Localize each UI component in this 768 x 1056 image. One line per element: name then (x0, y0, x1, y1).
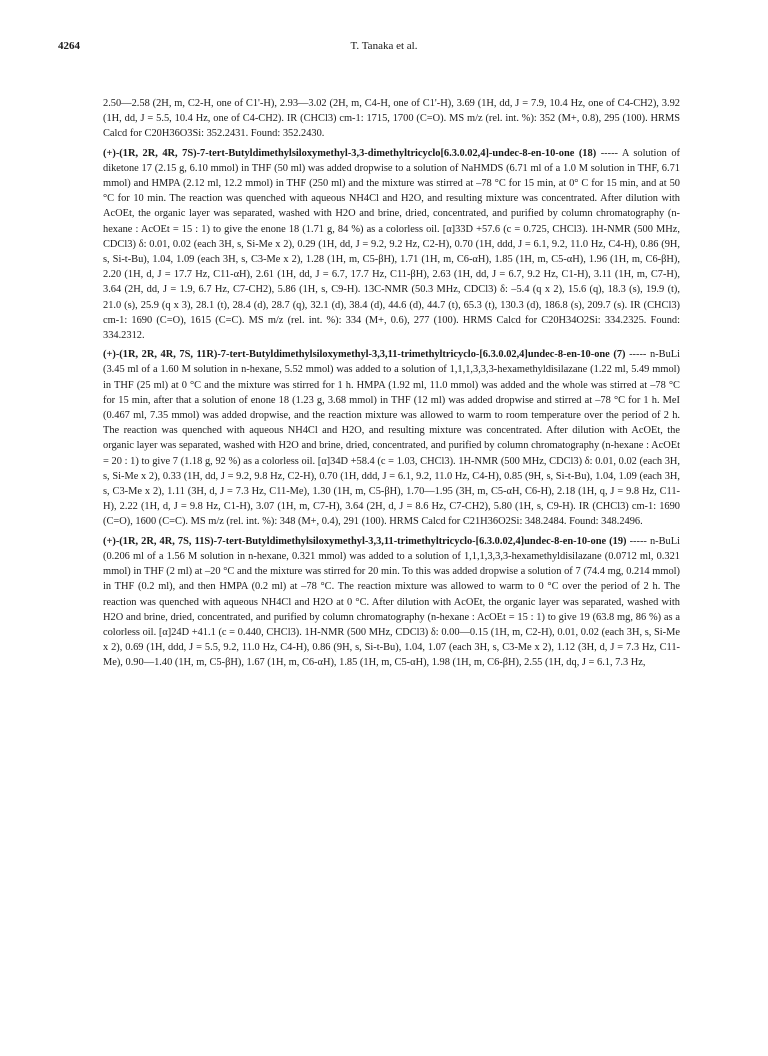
paragraph-continuation (103, 96, 680, 142)
paragraph-text: ----- n-BuLi (3.45 ml of a 1.60 M solution in n-hexane, 5.52 mmol) was added to a solution of 1,1,1,3,3,3-hexamethyldisilazane (1.22 ml, 5.49 mmol) in THF (25 ml) at 0 °C and the mixture was stirred for 1 h. HMPA (1.92 ml, 11.0 mmol) was added and the whole was stirred at –78 °C for 15 min, after that a solution of enone 18 (1.23 g, 3.68 mmol) in THF (12 ml) was added dropwise and stirred at –78 °C for 1 h. MeI (0.467 ml, 7.35 mmol) was added dropwise, and the reaction mixture was allowed to warm to room temperature over the period of 2 h. The reaction was quenched with aqueous NH4Cl and H2O, and resulting mixture was concentrated. After dilution with AcOEt, the organic layer was separated, washed with H2O and brine, dried, concentrated, and purified by column chromatography (n-hexane : AcOEt = 20 : 1) to give 7 (1.18 g, 92 %) as a colorless oil. [α]34D +58.4 (c = 1.03, CHCl3). 1H-NMR (500 MHz, CDCl3) δ: 0.01, 0.02 (each 3H, s, Si-Me x 2), 0.33 (1H, dd, J = 9.2, 9.8 Hz, C2-H), 0.70 (1H, ddd, J = 6.1, 9.2, 11.0 Hz, C4-H), 0.85 (9H, s, Si-t-Bu), 1.04, 1.09 (each 3H, s, C3-Me x 2), 1.11 (3H, d, J = 7.3 Hz, C11-Me), 1.30 (1H, m, C5-βH), 1.70—1.95 (3H, m, C5-αH, C6-H), 2.18 (1H, q, J = 9.8 Hz, C11-H), 2.22 (1H, d, J = 9.8 Hz, C1-H), 3.07 (1H, m, C7-H), 3.64 (2H, d, J = 8.6 Hz, C7-CH2), 5.80 (1H, s, C9-H). IR (CHCl3) cm-1: 1690 (C=O), 1600 (C=C). MS m/z (rel. int. %): 348 (M+, 0.4), 291 (100). HRMS Calcd for C21H36O2Si: 348.2484. Found: 348.2496. (103, 349, 680, 528)
compound-title: (+)-(1R, 2R, 4R, 7S)-7-tert-Butyldimethylsiloxymethyl-3,3-dimethyltricyclo[6.3.0.02,4]-undec-8-en-10-one (18) (103, 147, 597, 159)
page-number: 4264 (58, 40, 80, 52)
paragraph-compound-7 (103, 347, 680, 529)
experimental-text (103, 96, 680, 675)
running-author: T. Tanaka et al. (350, 40, 418, 52)
paragraph-compound-18 (103, 146, 680, 344)
paragraph-text: ----- A solution of diketone 17 (2.15 g, 6.10 mmol) in THF (50 ml) was added dropwise to a solution of NaHMDS (6.71 ml of a 1.0 M solution in THF, 6.71 mmol) and HMPA (2.12 ml, 12.2 mmol) in THF (250 ml) and the mixture was stirred at –78 °C for 15 min, at 0° C for 15 min, and at 50 °C for 10 min. The reaction was quenched with aqueous NH4Cl and H2O, and resulting mixture was concentrated. After dilution with AcOEt, the organic layer was separated, washed with H2O and brine, dried, concentrated, and purified by column chromatography (n-hexane : AcOEt = 15 : 1) to give the enone 18 (1.71 g, 84 %) as a colorless oil. [α]33D +57.6 (c = 0.725, CHCl3). 1H-NMR (500 MHz, CDCl3) δ: 0.01, 0.02 (each 3H, s, Si-Me x 2), 0.29 (1H, dd, J = 9.2, 9.2 Hz, C2-H), 0.70 (1H, ddd, J = 6.1, 9.2, 11.0 Hz, C4-H), 0.86 (9H, s, Si-t-Bu), 1.04, 1.09 (each 3H, s, C3-Me x 2), 1.28 (1H, m, C5-βH), 1.71 (1H, m, C6-αH), 1.85 (1H, m, C5-αH), 1.96 (1H, m, C6-βH), 2.20 (1H, d, J = 17.7 Hz, C11-αH), 2.61 (1H, dd, J = 6.7, 17.7 Hz, C11-βH), 2.63 (1H, dd, J = 6.7, 9.2 Hz, C1-H), 3.11 (1H, m, C7-H), 3.64 (2H, dd, J = 1.9, 6.7 Hz, C7-CH2), 5.86 (1H, s, C9-H). 13C-NMR (50.3 MHz, CDCl3) δ: –5.4 (q x 2), 15.6 (q), 18.3 (s), 19.9 (t), 21.0 (s), 25.9 (q x 3), 28.1 (t), 28.4 (d), 28.7 (q), 32.1 (d), 38.4 (d), 44.6 (d), 44.7 (t), 65.3 (t), 130.3 (d), 186.8 (s), 209.7 (s). IR (CHCl3) cm-1: 1690 (C=O), 1615 (C=C). MS m/z (rel. int. %): 334 (M+, 0.6), 277 (100). HRMS Calcd for C20H34O2Si: 334.2325. Found: 334.2312. (103, 147, 680, 342)
paragraph-text: 2.50—2.58 (2H, m, C2-H, one of C1'-H), 2.93—3.02 (2H, m, C4-H, one of C1'-H), 3.69 (1H, dd, J = 7.9, 10.4 Hz, one of C4-CH2), 3.92 (1H, dd, J = 5.5, 10.4 Hz, one of C4-CH2). IR (CHCl3) cm-1: 1715, 1700 (C=O). MS m/z (rel. int. %): 352 (M+, 0.8), 295 (100). HRMS Calcd for C20H36O3Si: 352.2431. Found: 352.2430. (103, 98, 680, 140)
compound-title: (+)-(1R, 2R, 4R, 7S, 11R)-7-tert-Butyldimethylsiloxymethyl-3,3,11-trimethyltricyclo-[6.3.0.02,4]undec-8-en-10-one (7) (103, 349, 626, 361)
compound-title: (+)-(1R, 2R, 4R, 7S, 11S)-7-tert-Butyldimethylsiloxymethyl-3,3,11-trimethyltricyclo-[6.3.0.02,4]undec-8-en-10-one (19) (103, 535, 627, 547)
page-header (58, 40, 710, 60)
paragraph-compound-19 (103, 534, 680, 671)
paragraph-text: ----- n-BuLi (0.206 ml of a 1.56 M solution in n-hexane, 0.321 mmol) was added to a solution of 1,1,1,3,3,3-hexamethyldisilazane (0.0712 ml, 0.321 mmol) in THF (2 ml) at –20 °C and the mixture was stirred for 20 min. To this was added dropwise a solution of 7 (74.4 mg, 0.214 mmol) in THF (0.2 ml), and then HMPA (0.2 ml) at –78 °C. The reaction mixture was allowed to warm to 0 °C over the period of 2 h. The reaction was quenched with aqueous NH4Cl and H2O at 0 °C. After dilution with AcOEt, the organic layer was separated, washed with H2O and brine, dried, concentrated, and purified by column chromatography (n-hexane : AcOEt = 15 : 1) to give 19 (63.8 mg, 86 %) as a colorless oil. [α]24D +41.1 (c = 0.440, CHCl3). 1H-NMR (500 MHz, CDCl3) δ: 0.00—0.15 (1H, m, C2-H), 0.01, 0.02 (each 3H, s, Si-Me x 2), 0.69 (1H, ddd, J = 5.5, 9.2, 11.0 Hz, C4-H), 0.86 (9H, s, Si-t-Bu), 1.04, 1.07 (each 3H, s, C3-Me x 2), 1.12 (3H, d, J = 7.3 Hz, C11-Me), 0.90—1.40 (1H, m, C5-βH), 1.67 (1H, m, C6-αH), 1.85 (1H, m, C5-αH), 1.98 (1H, m, C6-βH), 2.55 (1H, dq, J = 6.1, 7.3 Hz, (103, 535, 680, 669)
